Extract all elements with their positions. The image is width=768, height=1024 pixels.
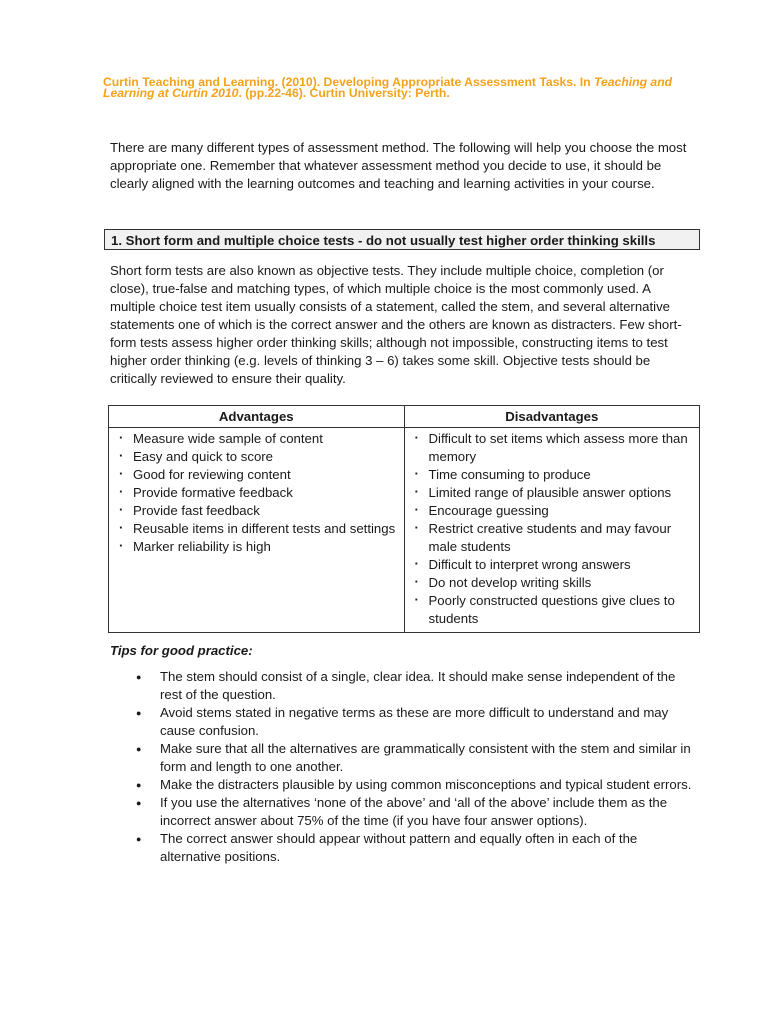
- citation-prefix: Curtin Teaching and Learning. (2010). Developing Appropriate Assessment Tasks. In: [103, 75, 594, 89]
- section-heading: 1. Short form and multiple choice tests - do not usually test higher order thinking skills: [104, 229, 700, 250]
- list-item: · Reusable items in different tests and settings: [117, 520, 400, 538]
- list-item: · Encourage guessing: [413, 502, 696, 520]
- list-item: · Provide fast feedback: [117, 502, 400, 520]
- tip-item: ● If you use the alternatives ‘none of the above’ and ‘all of the above’ include them as the incorrect answer about 75% of the time (if you have four answer options).: [160, 794, 700, 830]
- tip-item: ● Make sure that all the alternatives are grammatically consistent with the stem and similar in form and length to one another.: [160, 740, 700, 776]
- citation-suffix: . (pp.22-46). Curtin University: Perth.: [238, 86, 450, 100]
- advantages-header: Advantages: [109, 406, 405, 428]
- list-item: · Marker reliability is high: [117, 538, 400, 556]
- list-item: · Poorly constructed questions give clues to students: [413, 592, 696, 628]
- citation: [103, 77, 708, 99]
- disadvantages-cell: [404, 428, 700, 633]
- list-item: · Provide formative feedback: [117, 484, 400, 502]
- disadvantages-header: Disadvantages: [404, 406, 700, 428]
- list-item: · Limited range of plausible answer options: [413, 484, 696, 502]
- list-item: · Time consuming to produce: [413, 466, 696, 484]
- advantages-cell: [109, 428, 405, 633]
- advantages-list: [117, 430, 400, 556]
- tip-item: ● Avoid stems stated in negative terms as these are more difficult to understand and may cause confusion.: [160, 704, 700, 740]
- list-item: · Difficult to set items which assess more than memory: [413, 430, 696, 466]
- advantages-table: [108, 405, 700, 633]
- list-item: · Easy and quick to score: [117, 448, 400, 466]
- list-item: · Restrict creative students and may favour male students: [413, 520, 696, 556]
- disadvantages-list: [413, 430, 696, 628]
- tip-item: ● The correct answer should appear without pattern and equally often in each of the alternative positions.: [160, 830, 700, 866]
- tip-item: ● Make the distracters plausible by using common misconceptions and typical student errors.: [160, 776, 700, 794]
- tips-title: Tips for good practice:: [110, 643, 253, 658]
- intro-paragraph: There are many different types of assessment method. The following will help you choose the most appropriate one. Remember that whatever assessment method you decide to use, it should be clearly aligned with the learning outcomes and teaching and learning activities in your course.: [110, 140, 687, 191]
- list-item: · Difficult to interpret wrong answers: [413, 556, 696, 574]
- citation-title: Teaching and Learning at Curtin 2010: [103, 75, 673, 100]
- list-item: · Do not develop writing skills: [413, 574, 696, 592]
- list-item: · Good for reviewing content: [117, 466, 400, 484]
- tips-list: [160, 668, 700, 866]
- section-paragraph: Short form tests are also known as objective tests. They include multiple choice, completion (or close), true-false and matching types, of which multiple choice is the most commonly used. A multiple choice test item usually consists of a statement, called the stem, and several alternative statements one of which is the correct answer and the others are known as distracters. Few short-form tests assess higher order thinking skills; although not impossible, constructing items to test higher order thinking (e.g. levels of thinking 3 – 6) takes some skill. Objective tests should be critically reviewed to ensure their quality.: [110, 263, 682, 386]
- list-item: · Measure wide sample of content: [117, 430, 400, 448]
- tip-item: ● The stem should consist of a single, clear idea. It should make sense independent of the rest of the question.: [160, 668, 700, 704]
